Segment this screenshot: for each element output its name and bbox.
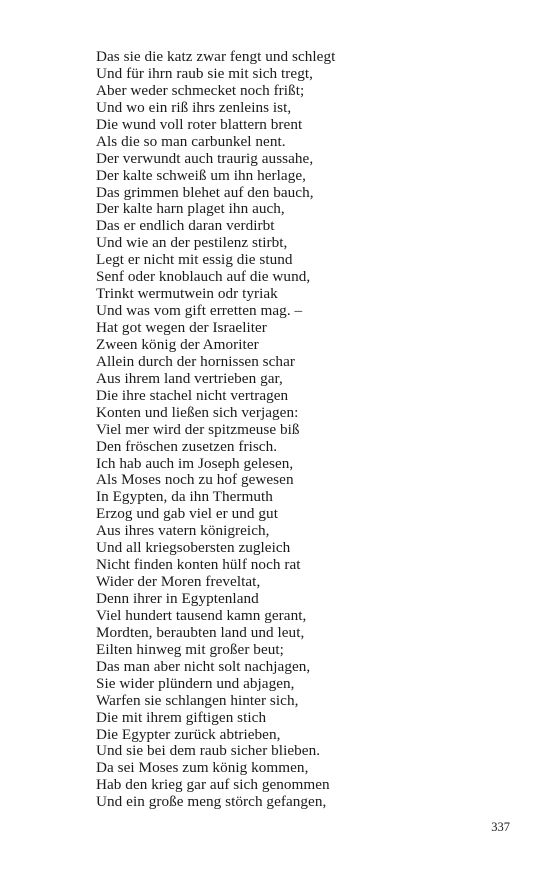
poem-text [96,49,516,811]
poem-line: Zween könig der Amoriter [96,335,259,353]
poem-line: Nicht finden konten hülf noch rat [96,556,301,574]
poem-line: Allein durch der hornissen schar [96,352,295,370]
poem-line: Der verwundt auch traurig aussahe, [96,149,314,167]
poem-line: Mordten, beraubten land und leut, [96,623,305,641]
poem-line: Warfen sie schlangen hinter sich, [96,691,299,709]
poem-line: Sie wider plündern und abjagen, [96,674,295,692]
poem-line: Die Egypter zurück abtrieben, [96,725,281,743]
poem-line: Viel mer wird der spitzmeuse biß [96,420,300,438]
poem-line: Erzog und gab viel er und gut [96,505,278,523]
poem-line: Eilten hinweg mit großer beut; [96,640,284,658]
poem-line: Denn ihrer in Egyptenland [96,590,259,607]
poem-line: Hat got wegen der Israeliter [96,319,267,336]
poem-line: Trinkt wermutwein odr tyriak [96,285,278,303]
poem-line: Und ein große meng störch gefangen, [96,793,327,811]
poem-line: Die ihre stachel nicht vertragen [96,386,289,404]
poem-line: Konten und ließen sich verjagen: [96,403,299,421]
poem-line: Und sie bei dem raub sicher blieben. [96,742,321,760]
poem-line: Wider der Moren freveltat, [96,573,261,591]
poem-line: Und wo ein riß ihrs zenleins ist, [96,98,292,116]
page-number: 337 [491,820,510,834]
poem-line: Und was vom gift erretten mag. – [96,302,303,320]
poem-line: Senf oder knoblauch auf die wund, [96,268,311,286]
poem-line: Legt er nicht mit essig die stund [96,251,293,269]
poem-line: Aus ihres vatern königreich, [96,522,270,540]
poem-line: Der kalte schweiß um ihn herlage, [96,166,306,184]
poem-line: Und für ihrn raub sie mit sich tregt, [96,64,313,82]
poem-line: Den fröschen zusetzen frisch. [96,437,278,455]
poem-line: Das er endlich daran verdirbt [96,217,275,235]
poem-line: Viel hundert tausend kamn gerant, [96,606,307,624]
poem-line: Das sie die katz zwar fengt und schlegt [96,48,336,65]
poem-line: Aus ihrem land vertrieben gar, [96,369,283,387]
poem-line: Der kalte harn plaget ihn auch, [96,200,285,218]
poem-line: Da sei Moses zum könig kommen, [96,759,309,777]
poem-line: Und all kriegsobersten zugleich [96,539,291,557]
poem-line: Hab den krieg gar auf sich genommen [96,776,330,794]
poem-line: Die wund voll roter blattern brent [96,115,303,133]
poem-line: Aber weder schmecket noch frißt; [96,81,305,99]
poem-line: Und wie an der pestilenz stirbt, [96,234,288,252]
poem-line: Das grimmen blehet auf den bauch, [96,183,314,201]
poem-line: Als Moses noch zu hof gewesen [96,471,294,489]
poem-line: In Egypten, da ihn Thermuth [96,488,273,506]
poem-line: Die mit ihrem giftigen stich [96,708,267,726]
poem-line: Das man aber nicht solt nachjagen, [96,657,311,675]
poem-line: Ich hab auch im Joseph gelesen, [96,454,294,472]
poem-line: Als die so man carbunkel nent. [96,132,286,150]
